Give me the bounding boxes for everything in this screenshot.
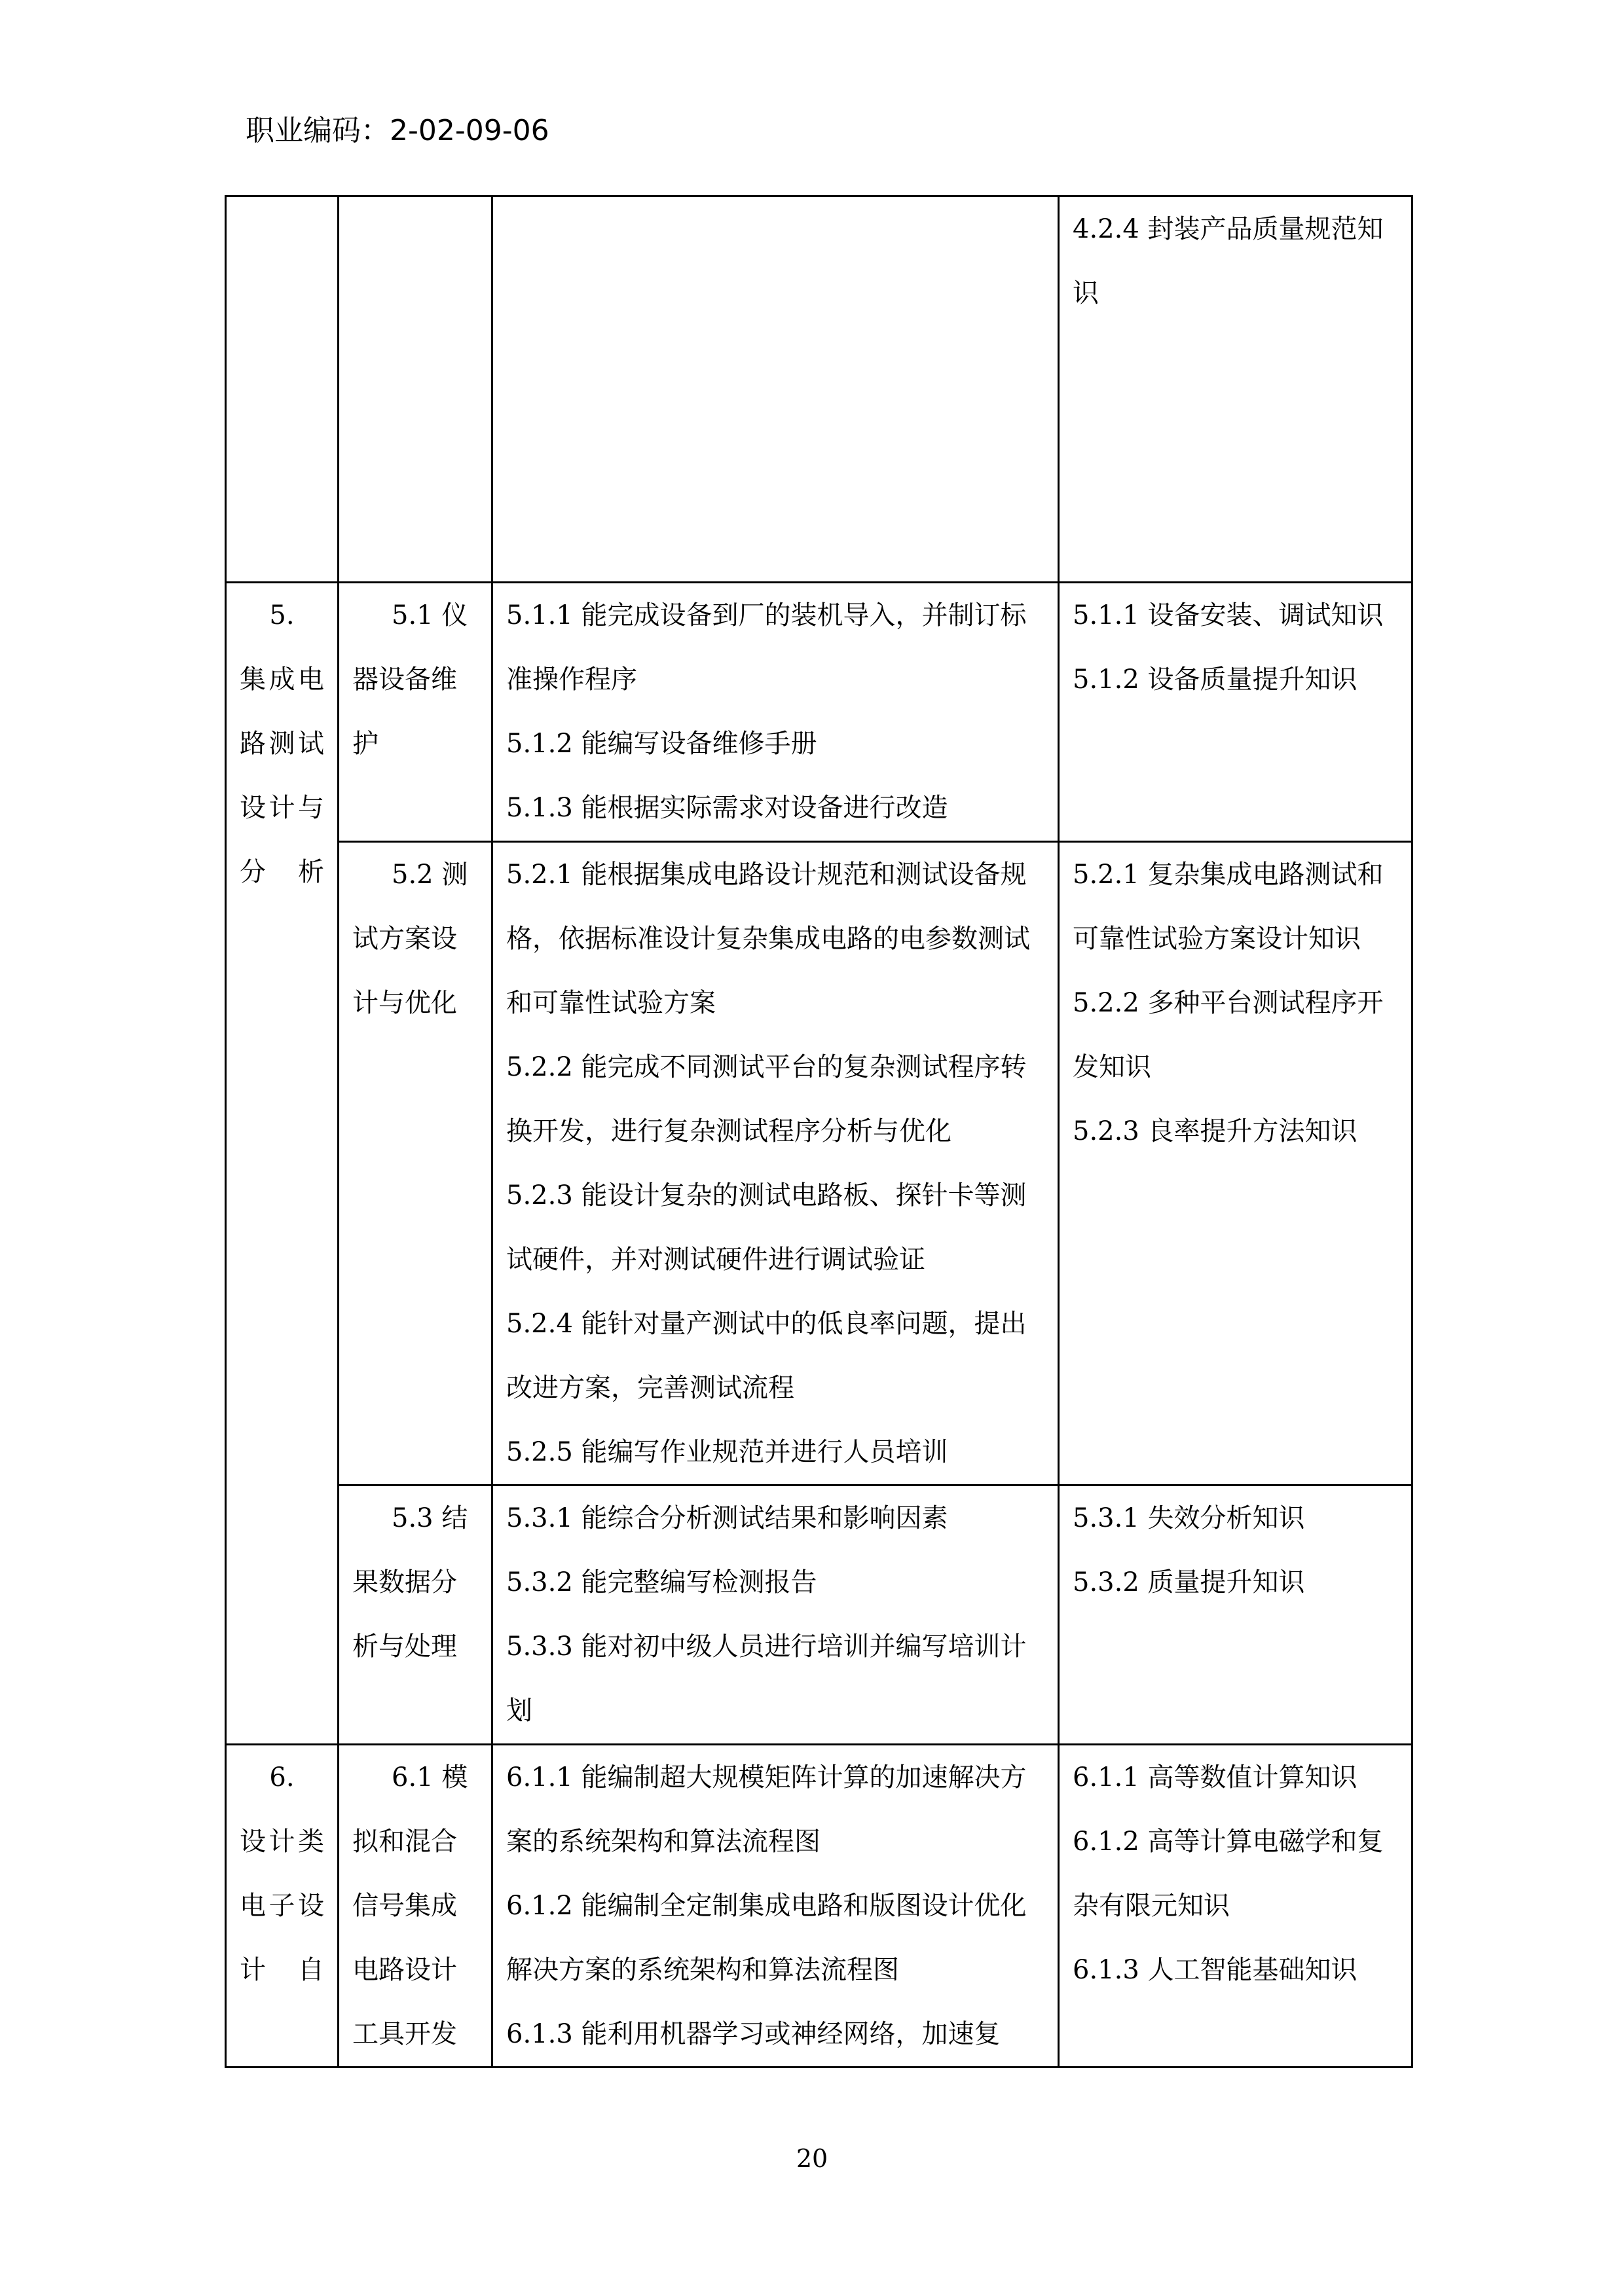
work-content: 6.1 模拟和混合信号集成电路设计工具开发: [352, 1762, 468, 2049]
occupation-code-header: 职业编码：2-02-09-06: [246, 114, 549, 147]
skill-item: 5.3.3 能对初中级人员进行培训并编写培训计划: [506, 1631, 1027, 1726]
work-content-cell: [339, 1745, 492, 2068]
knowledge-cell: [1059, 196, 1412, 583]
skill-cell-empty: [492, 196, 1059, 583]
knowledge-item: 5.2.2 多种平台测试程序开发知识: [1073, 988, 1384, 1082]
work-content: 5.1 仪器设备维护: [352, 600, 468, 759]
work-content-cell: [339, 1485, 492, 1745]
function-number: 5.: [269, 600, 295, 630]
table-row-continued: [226, 196, 1412, 583]
skill-item: 5.1.3 能根据实际需求对设备进行改造: [506, 793, 948, 823]
function-cell-empty: [226, 196, 339, 583]
knowledge-item: 5.1.2 设备质量提升知识: [1073, 665, 1357, 695]
skill-item: 5.3.2 能完整编写检测报告: [506, 1567, 817, 1597]
content-cell-empty: [339, 196, 492, 583]
work-content: 5.2 测试方案设计与优化: [352, 860, 468, 1018]
skill-cell: [492, 583, 1059, 842]
knowledge-item: 4.2.4 封装产品质量规范知识: [1073, 214, 1384, 308]
work-content-cell: [339, 583, 492, 842]
knowledge-item: 5.2.1 复杂集成电路测试和可靠性试验方案设计知识: [1073, 860, 1384, 954]
knowledge-cell: [1059, 1485, 1412, 1745]
table-row: [226, 1745, 1412, 2068]
skill-item: 5.2.1 能根据集成电路设计规范和测试设备规格，依据标准设计复杂集成电路的电参数测试和可靠性试验方案: [506, 860, 1030, 1018]
skill-item: 5.1.1 能完成设备到厂的装机导入，并制订标准操作程序: [506, 600, 1027, 695]
table-row: [226, 1485, 1412, 1745]
skill-cell: [492, 1485, 1059, 1745]
function-cell-5: [226, 583, 339, 1745]
skill-item: 6.1.2 能编制全定制集成电路和版图设计优化解决方案的系统架构和算法流程图: [506, 1891, 1027, 1985]
table-row: [226, 842, 1412, 1485]
skill-item: 5.3.1 能综合分析测试结果和影响因素: [506, 1503, 948, 1533]
knowledge-item: 5.3.2 质量提升知识: [1073, 1567, 1305, 1597]
page-number: 20: [796, 2144, 828, 2173]
skill-item: 6.1.3 能利用机器学习或神经网络，加速复: [506, 2019, 1001, 2049]
knowledge-item: 5.1.1 设备安装、调试知识: [1073, 600, 1384, 630]
function-number: 6.: [269, 1762, 295, 1793]
table-row: [226, 583, 1412, 842]
knowledge-item: 6.1.1 高等数值计算知识: [1073, 1762, 1357, 1793]
knowledge-item: 5.2.3 良率提升方法知识: [1073, 1116, 1357, 1146]
work-content: 5.3 结果数据分析与处理: [352, 1503, 468, 1662]
knowledge-item: 5.3.1 失效分析知识: [1073, 1503, 1305, 1533]
work-content-cell: [339, 842, 492, 1485]
skill-item: 5.2.4 能针对量产测试中的低良率问题，提出改进方案，完善测试流程: [506, 1309, 1027, 1403]
skill-cell: [492, 842, 1059, 1485]
function-name: 设计类电子设计自: [240, 1827, 324, 1985]
knowledge-cell: [1059, 842, 1412, 1485]
knowledge-item: 6.1.2 高等计算电磁学和复杂有限元知识: [1073, 1827, 1384, 1921]
skill-item: 5.2.3 能设计复杂的测试电路板、探针卡等测试硬件，并对测试硬件进行调试验证: [506, 1180, 1027, 1275]
function-cell-6: [226, 1745, 339, 2068]
skill-standard-table: [225, 195, 1413, 2068]
function-name: 集成电路测试设计与分析: [240, 665, 324, 887]
skill-item: 6.1.1 能编制超大规模矩阵计算的加速解决方案的系统架构和算法流程图: [506, 1762, 1027, 1857]
knowledge-cell: [1059, 583, 1412, 842]
skill-item: 5.1.2 能编写设备维修手册: [506, 729, 817, 759]
knowledge-cell: [1059, 1745, 1412, 2068]
skill-item: 5.2.2 能完成不同测试平台的复杂测试程序转换开发，进行复杂测试程序分析与优化: [506, 1052, 1027, 1146]
knowledge-item: 6.1.3 人工智能基础知识: [1073, 1955, 1357, 1985]
skill-item: 5.2.5 能编写作业规范并进行人员培训: [506, 1437, 948, 1467]
skill-cell: [492, 1745, 1059, 2068]
